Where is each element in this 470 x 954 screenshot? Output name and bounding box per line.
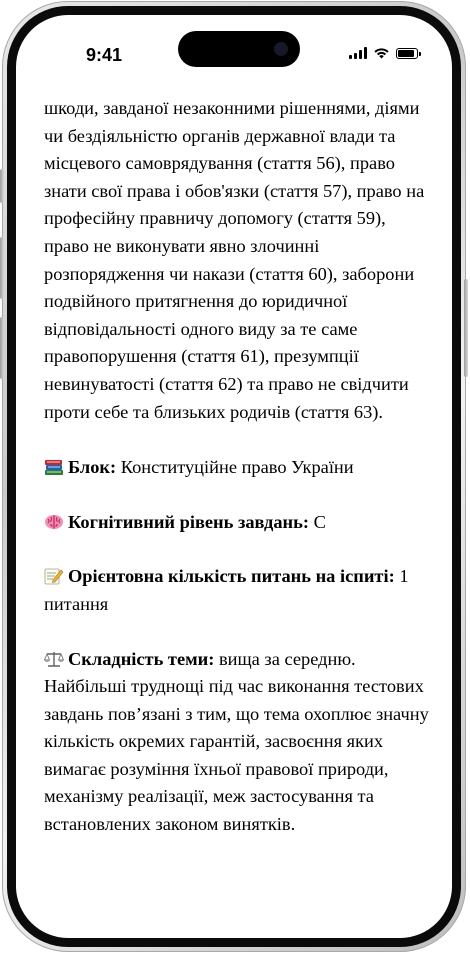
scales-icon bbox=[44, 650, 64, 668]
difficulty-line bbox=[44, 646, 432, 839]
cognitive-label: Когнітивний рівень завдань: bbox=[68, 511, 309, 532]
dynamic-island bbox=[178, 31, 300, 67]
cognitive-line bbox=[44, 509, 432, 537]
difficulty-value: вища за середню. Найбільші труднощі під час виконання тестових завдань пов’язані з тим, що тема охоплює значну кількість окремих гарантій, засвоєння яких вимагає розуміння їхньої правової природи, механізму реалізації, меж застосування та встановлених законом винятків. bbox=[44, 648, 429, 835]
volume-down-button bbox=[0, 317, 4, 379]
front-camera bbox=[274, 42, 288, 56]
books-icon bbox=[44, 458, 64, 476]
questions-value: 1 питання bbox=[44, 566, 409, 614]
status-icons bbox=[349, 47, 418, 59]
guarantees-paragraph: шкоди, завданої незаконними рішеннями, діями чи бездіяльністю органів державної влади та місцевого самоврядування (стаття 56), право знати свої права і обов'язки (стаття 57), право на професійну правничу допомогу (стаття 59), право не виконувати явно злочинні розпорядження чи накази (стаття 60), заборони подвійного притягнення до юридичної відповідальності одного виду за те саме правопорушення (стаття 61), презумпції невинуватості (стаття 62) та право не свідчити проти себе та близьких родичів (стаття 63). bbox=[44, 98, 425, 422]
volume-up-button bbox=[0, 237, 4, 299]
signal-icon bbox=[349, 47, 367, 59]
wifi-icon bbox=[373, 47, 390, 59]
brain-icon bbox=[44, 513, 64, 531]
questions-line bbox=[44, 563, 432, 618]
battery-level-fill bbox=[398, 50, 414, 57]
block-line bbox=[44, 454, 432, 482]
block-label: Блок: bbox=[68, 457, 117, 478]
phone-bezel bbox=[7, 6, 461, 947]
action-button bbox=[0, 169, 4, 203]
phone-frame bbox=[2, 1, 466, 952]
block-value: Конституційне право України bbox=[120, 457, 354, 478]
content-area bbox=[44, 95, 432, 866]
power-button bbox=[464, 279, 468, 377]
screen bbox=[16, 15, 452, 938]
memo-icon bbox=[44, 567, 64, 585]
difficulty-label: Складність теми: bbox=[68, 648, 215, 669]
status-bar bbox=[16, 15, 452, 73]
battery-icon bbox=[396, 48, 418, 59]
questions-label: Орієнтовна кількість питань на іспиті: bbox=[68, 566, 395, 587]
cognitive-value: C bbox=[313, 511, 326, 532]
status-time: 9:41 bbox=[86, 45, 123, 65]
